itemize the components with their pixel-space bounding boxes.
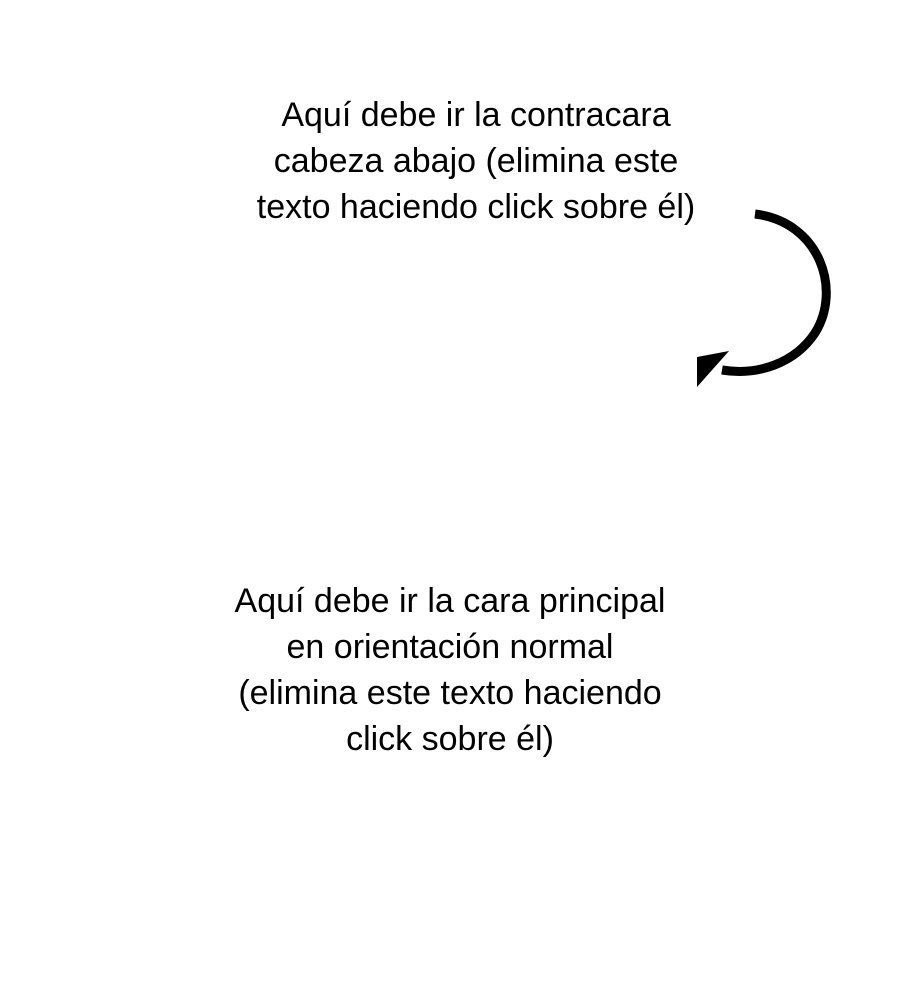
back-placeholder-line: cabeza abajo (elimina este <box>273 142 679 180</box>
curved-arrow-icon <box>690 200 850 400</box>
front-placeholder-line: Aquí debe ir la cara principal <box>234 582 666 620</box>
front-side-placeholder-text[interactable] <box>150 578 750 762</box>
front-placeholder-line: click sobre él) <box>346 720 554 758</box>
front-placeholder-line: (elimina este texto haciendo <box>238 674 662 712</box>
back-placeholder-line: texto haciendo click sobre él) <box>256 188 696 226</box>
back-placeholder-line: Aquí debe ir la contracara <box>281 96 671 134</box>
back-side-placeholder-text[interactable] <box>176 92 776 230</box>
front-placeholder-line: en orientación normal <box>286 628 614 666</box>
